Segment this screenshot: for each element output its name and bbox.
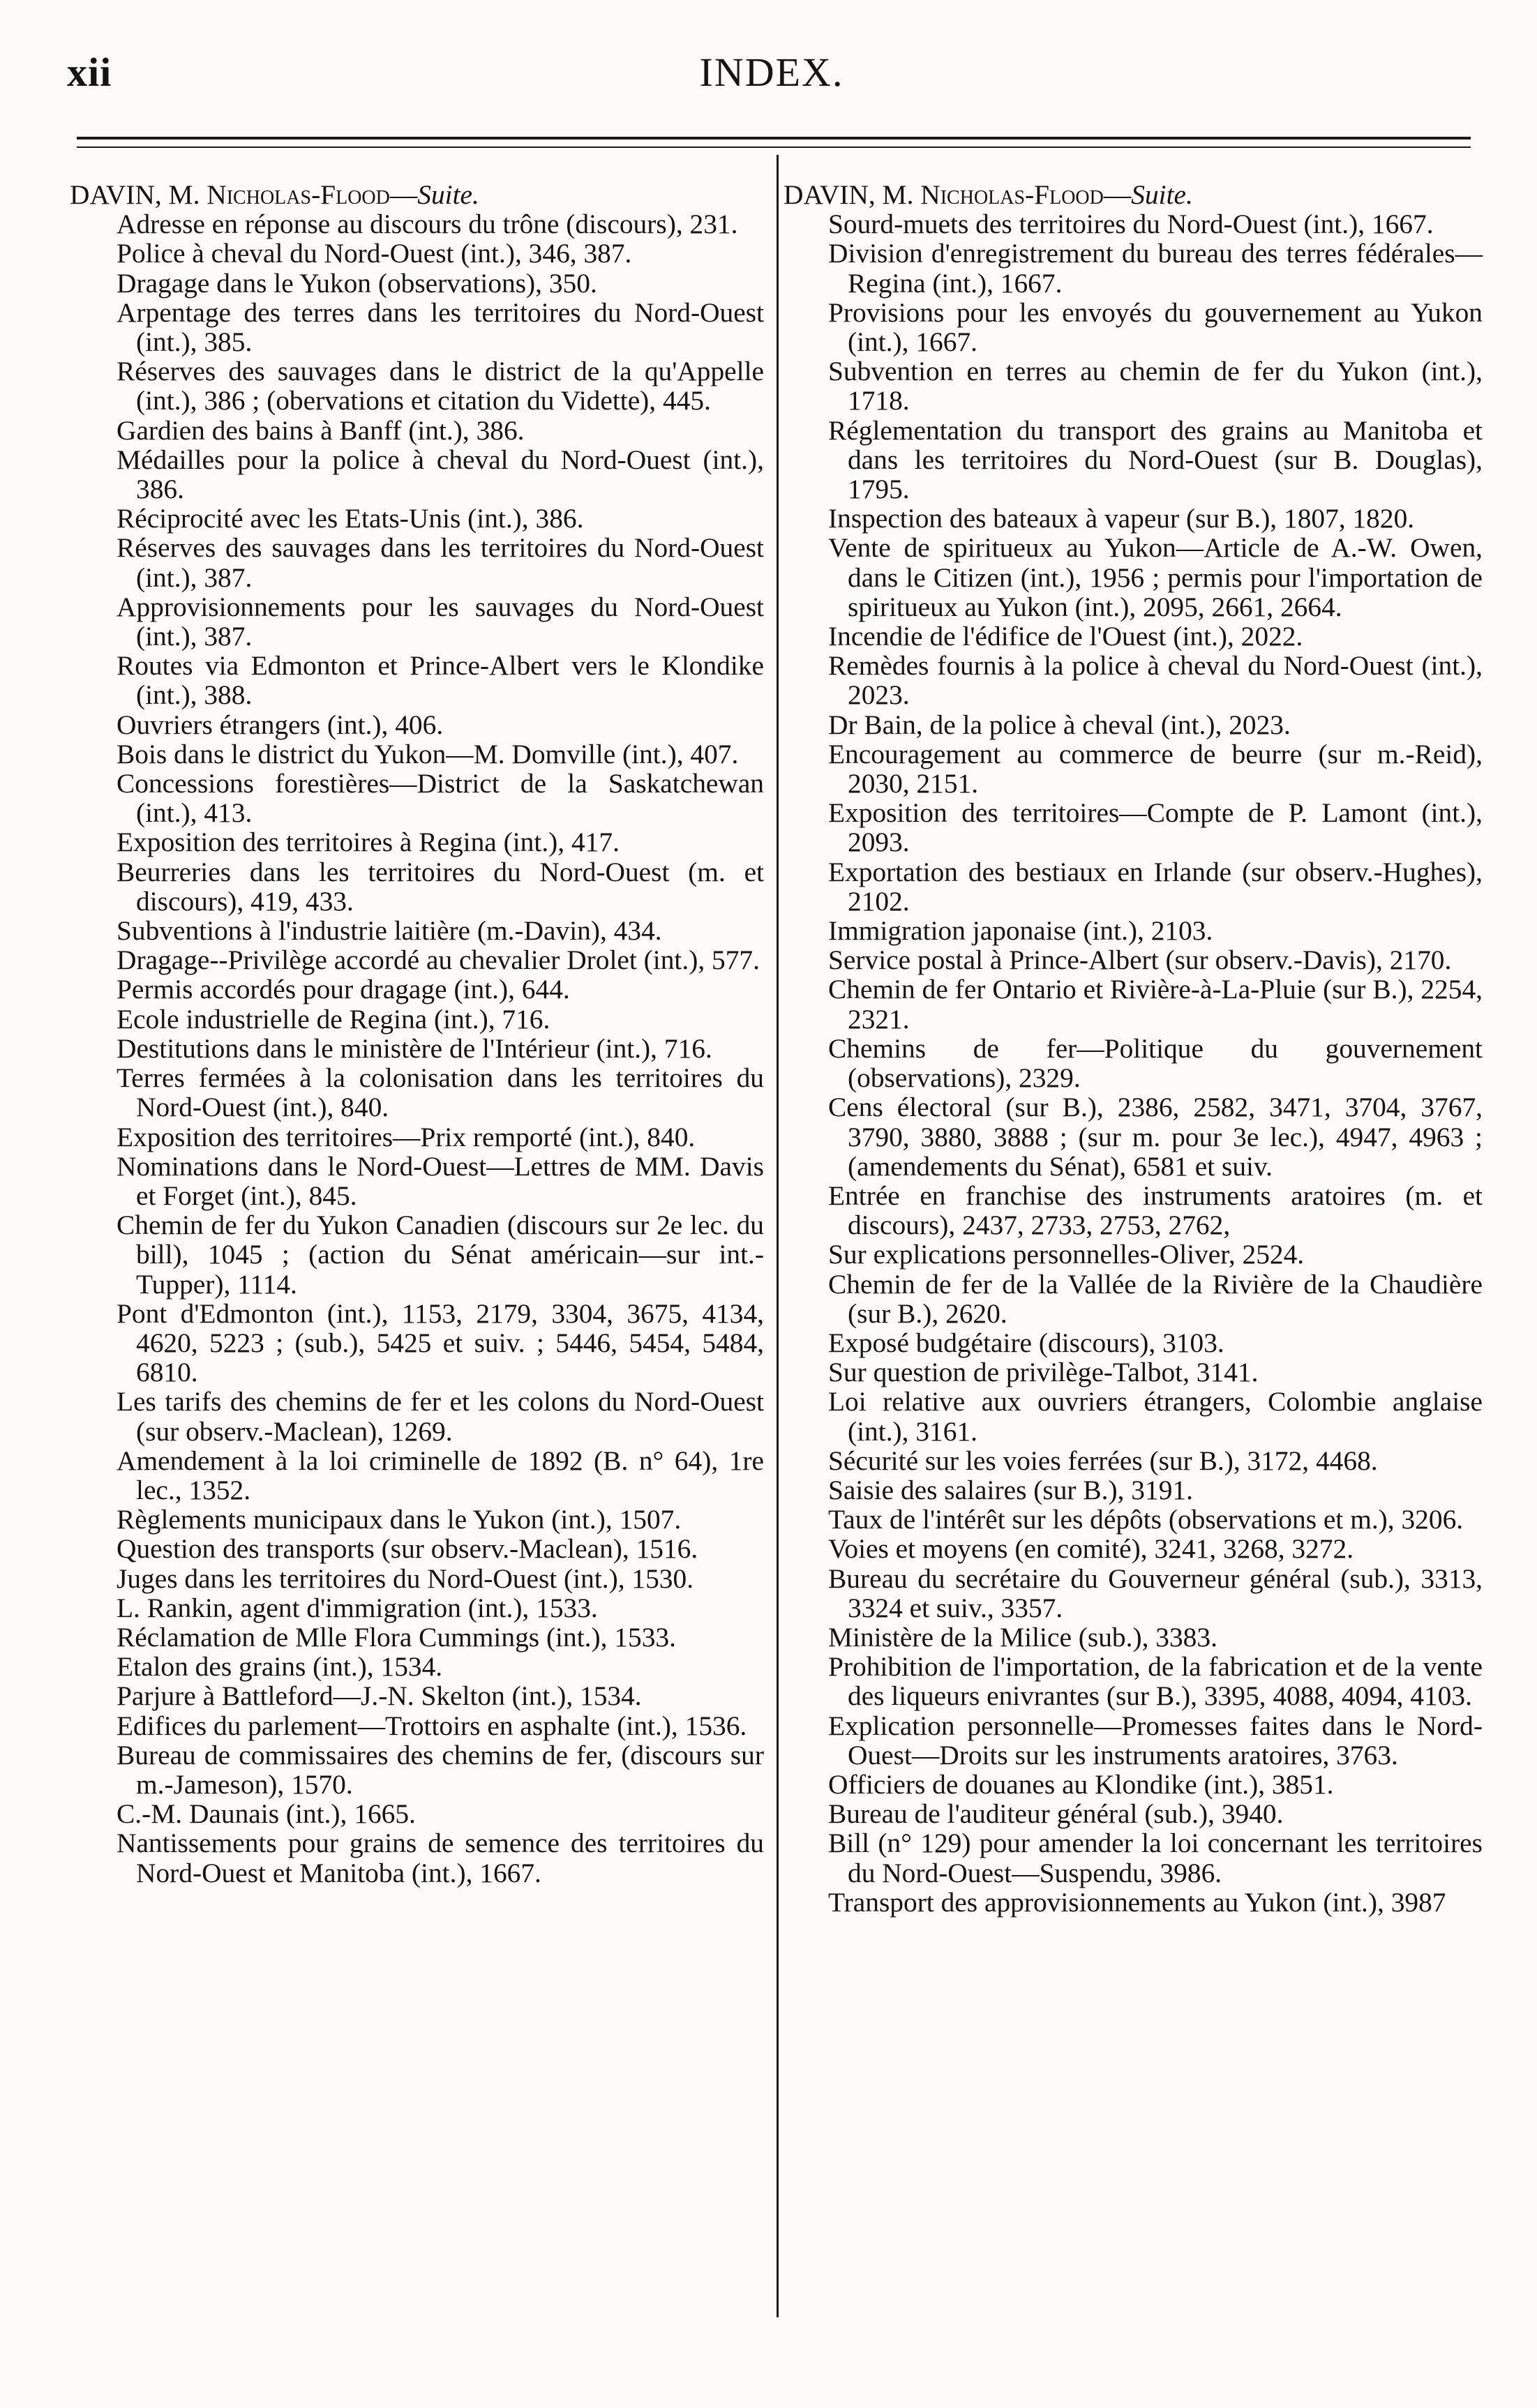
index-entry: Division d'enregistrement du bureau des terres fédérales—Regina (int.), 1667. (828, 238, 1483, 299)
index-entry: Dragage--Privilège accordé au chevalier Drolet (int.), 577. (117, 945, 760, 976)
page-header (67, 49, 1476, 105)
index-entry: Réserves des sauvages dans le district de la qu'Appelle (int.), 386 ; (obervations et citation du Vidette), 445. (117, 356, 764, 416)
index-entry: Sécurité sur les voies ferrées (sur B.), 3172, 4468. (828, 1445, 1378, 1476)
index-entry: Arpentage des terres dans les territoires du Nord-Ouest (int.), 385. (117, 296, 764, 358)
index-entry: Sur explications personnelles-Oliver, 2524. (828, 1239, 1305, 1270)
index-entry: Concessions forestières—District de la Saskatchewan (int.), 413. (117, 768, 764, 829)
index-entry: Question des transports (sur observ.-Maclean), 1516. (117, 1533, 698, 1565)
index-entry: Parjure à Battleford—J.-N. Skelton (int.), 1534. (117, 1680, 642, 1712)
index-entry: Etalon des grains (int.), 1534. (117, 1651, 443, 1683)
heading-suite: Suite. (1131, 179, 1193, 210)
index-entry: Ouvriers étrangers (int.), 406. (117, 709, 444, 740)
index-entry: Chemin de fer du Yukon Canadien (discours sur 2e lec. du bill), 1045 ; (action du Sénat américain—sur int.-Tupper), 1114. (117, 1210, 764, 1300)
heading-given-name: Nicholas-Flood (207, 179, 390, 210)
index-entry: Exportation des bestiaux en Irlande (sur observ.-Hughes), 2102. (828, 856, 1483, 917)
index-entry: Amendement à la loi criminelle de 1892 (B. n° 64), 1re lec., 1352. (117, 1445, 764, 1505)
left-entry-list (70, 209, 764, 1888)
heading-surname: DAVIN, (784, 179, 876, 210)
index-entry: Immigration japonaise (int.), 2103. (828, 915, 1213, 947)
index-entry: Destitutions dans le ministère de l'Intérieur (int.), 716. (117, 1032, 712, 1064)
heading-dash: — (389, 179, 418, 210)
index-entry: Voies et moyens (en comité), 3241, 3268, 3272. (828, 1533, 1354, 1565)
index-entry: Réserves des sauvages dans les territoires du Nord-Ouest (int.), 387. (117, 532, 764, 593)
index-entry: Taux de l'intérêt sur les dépôts (observations et m.), 3206. (828, 1504, 1464, 1535)
index-heading (784, 180, 1483, 209)
index-entry: Beurreries dans les territoires du Nord-Ouest (m. et discours), 419, 433. (117, 856, 764, 917)
heading-title: M. (168, 179, 200, 210)
index-entry: Encouragement au commerce de beurre (sur m.-Reid), 2030, 2151. (828, 738, 1483, 799)
index-entry: Loi relative aux ouvriers étrangers, Colombie anglaise (int.), 3161. (828, 1386, 1483, 1447)
index-entry: Gardien des bains à Banff (int.), 386. (117, 414, 525, 446)
index-entry: Vente de spiritueux au Yukon—Article de A.-W. Owen, dans le Citizen (int.), 1956 ; permis pour l'importation de spiritueux au Yukon (int.), 2095, 2661, 2664. (828, 532, 1483, 622)
index-entry: Bureau du secrétaire du Gouverneur général (sub.), 3313, 3324 et suiv., 3357. (828, 1563, 1483, 1623)
index-entry: Les tarifs des chemins de fer et les colons du Nord-Ouest (sur observ.-Maclean), 1269. (117, 1386, 764, 1447)
index-entry: Exposition des territoires—Compte de P. Lamont (int.), 2093. (828, 797, 1483, 858)
index-entry: Saisie des salaires (sur B.), 3191. (828, 1474, 1193, 1505)
index-entry: Dragage dans le Yukon (observations), 350. (117, 267, 597, 299)
index-entry: Approvisionnements pour les sauvages du Nord-Ouest (int.), 387. (117, 591, 764, 652)
heading-surname: DAVIN, (70, 179, 162, 210)
index-entry: Règlements municipaux dans le Yukon (int.), 1507. (117, 1504, 682, 1535)
index-entry: Permis accordés pour dragage (int.), 644. (117, 974, 570, 1005)
index-entry: Sur question de privilège-Talbot, 3141. (828, 1357, 1259, 1388)
index-entry: Remèdes fournis à la police à cheval du Nord-Ouest (int.), 2023. (828, 650, 1483, 711)
index-entry: Juges dans les territoires du Nord-Ouest (int.), 1530. (117, 1563, 694, 1594)
page-title: INDEX. (699, 50, 844, 95)
header-rule-thin (77, 146, 1471, 148)
index-entry: Edifices du parlement—Trottoirs en asphalte (int.), 1536. (117, 1710, 747, 1741)
page-number: xii (67, 50, 112, 95)
index-entry: Réclamation de Mlle Flora Cummings (int.), 1533. (117, 1621, 676, 1653)
index-entry: Incendie de l'édifice de l'Ouest (int.), 2022. (828, 621, 1303, 652)
index-entry: Bill (n° 129) pour amender la loi concernant les territoires du Nord-Ouest—Suspendu, 3986. (828, 1828, 1483, 1888)
index-entry: Chemin de fer de la Vallée de la Rivière de la Chaudière (sur B.), 2620. (828, 1268, 1483, 1329)
index-entry: Bureau de l'auditeur général (sub.), 3940. (828, 1798, 1284, 1830)
index-entry: Exposition des territoires à Regina (int.), 417. (117, 827, 620, 858)
index-entry: Bois dans le district du Yukon—M. Domville (int.), 407. (117, 738, 739, 769)
index-entry: C.-M. Daunais (int.), 1665. (117, 1798, 416, 1830)
index-heading (70, 180, 764, 209)
index-entry: Exposé budgétaire (discours), 3103. (828, 1327, 1224, 1358)
index-entry: Réciprocité avec les Etats-Unis (int.), 386. (117, 503, 584, 534)
index-entry: Officiers de douanes au Klondike (int.), 3851. (828, 1768, 1334, 1800)
index-entry: Réglementation du transport des grains au Manitoba et dans les territoires du Nord-Ouest (sur B. Douglas), 1795. (828, 414, 1483, 505)
heading-dash: — (1103, 179, 1132, 210)
left-column (70, 180, 764, 1888)
heading-title: M. (882, 179, 914, 210)
heading-given-name: Nicholas-Flood (920, 179, 1104, 210)
index-entry: Subvention en terres au chemin de fer du Yukon (int.), 1718. (828, 356, 1483, 416)
index-entry: Dr Bain, de la police à cheval (int.), 2023. (828, 709, 1291, 740)
index-entry: Exposition des territoires—Prix remporté (int.), 840. (117, 1121, 696, 1152)
index-entry: Transport des approvisionnements au Yukon (int.), 3987 (828, 1886, 1446, 1918)
index-entry: Service postal à Prince-Albert (sur observ.-Davis), 2170. (828, 945, 1452, 976)
index-entry: Inspection des bateaux à vapeur (sur B.), 1807, 1820. (828, 503, 1415, 534)
index-entry: Nantissements pour grains de semence des territoires du Nord-Ouest et Manitoba (int.), 1667. (117, 1828, 764, 1888)
index-entry: Chemins de fer—Politique du gouvernement (observations), 2329. (828, 1032, 1483, 1094)
index-entry: Cens électoral (sur B.), 2386, 2582, 3471, 3704, 3767, 3790, 3880, 3888 ; (sur m. pour 3e lec.), 4947, 4963 ; (amendements du Sénat), 6581 et suiv. (828, 1092, 1483, 1182)
column-divider (777, 155, 779, 2317)
index-entry: Médailles pour la police à cheval du Nord-Ouest (int.), 386. (117, 444, 764, 505)
right-entry-list (784, 209, 1483, 1917)
index-entry: Prohibition de l'importation, de la fabrication et de la vente des liqueurs enivrantes (sur B.), 3395, 4088, 4094, 4103. (828, 1651, 1483, 1712)
index-entry: Bureau de commissaires des chemins de fer, (discours sur m.-Jameson), 1570. (117, 1739, 764, 1800)
index-entry: Subventions à l'industrie laitière (m.-Davin), 434. (117, 915, 662, 947)
header-rule-thick (77, 137, 1471, 140)
index-entry: L. Rankin, agent d'immigration (int.), 1533. (117, 1592, 598, 1623)
index-entry: Nominations dans le Nord-Ouest—Lettres de MM. Davis et Forget (int.), 845. (117, 1150, 764, 1211)
index-entry: Police à cheval du Nord-Ouest (int.), 346, 387. (117, 238, 632, 269)
index-entry: Sourd-muets des territoires du Nord-Ouest (int.), 1667. (828, 209, 1434, 240)
index-entry: Entrée en franchise des instruments aratoires (m. et discours), 2437, 2733, 2753, 2762, (828, 1180, 1483, 1241)
index-entry: Ministère de la Milice (sub.), 3383. (828, 1621, 1217, 1653)
heading-suite: Suite. (417, 179, 479, 210)
index-entry: Routes via Edmonton et Prince-Albert vers le Klondike (int.), 388. (117, 650, 764, 711)
index-entry: Provisions pour les envoyés du gouvernement au Yukon (int.), 1667. (828, 296, 1483, 358)
index-entry: Chemin de fer Ontario et Rivière-à-La-Pluie (sur B.), 2254, 2321. (828, 974, 1483, 1034)
index-entry: Explication personnelle—Promesses faites dans le Nord-Ouest—Droits sur les instruments aratoires, 3763. (828, 1710, 1483, 1770)
index-entry: Adresse en réponse au discours du trône (discours), 231. (117, 209, 738, 240)
right-column (784, 180, 1483, 1917)
index-entry: Ecole industrielle de Regina (int.), 716. (117, 1003, 550, 1034)
index-entry: Terres fermées à la colonisation dans les territoires du Nord-Ouest (int.), 840. (117, 1062, 764, 1123)
index-entry: Pont d'Edmonton (int.), 1153, 2179, 3304, 3675, 4134, 4620, 5223 ; (sub.), 5425 et suiv. ; 5446, 5454, 5484, 6810. (117, 1297, 764, 1388)
